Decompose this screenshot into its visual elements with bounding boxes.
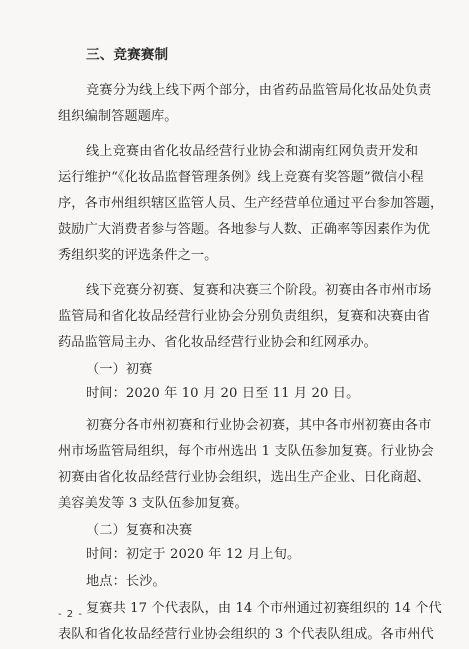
subsection-title: （二）复赛和决赛 — [86, 523, 193, 538]
paragraph-line: 初赛由省化妆品经营行业协会组织，选出生产企业、日化商超、 — [58, 470, 431, 485]
paragraph-line: 美容美发等 3 支队伍参加复赛。 — [58, 496, 248, 511]
paragraph-line: 运行维护“《化妆品监督管理条例》线上竞赛有奖答题”微信小程 — [58, 170, 424, 185]
paragraph-line: 监管局和省化妆品经营行业协会分别负责组织，复赛和决赛由省 — [58, 309, 431, 324]
paragraph-line: 复赛共 17 个代表队，由 14 个市州通过初赛组织的 14 个代 — [86, 601, 442, 616]
subsection-location: 地点：长沙。 — [86, 574, 166, 589]
paragraph-line: 鼓励广大消费者参与答题。各地参与人数、正确率等因素作为优 — [58, 222, 431, 237]
paragraph-line: 线上竞赛由省化妆品经营行业协会和湖南红网负责开发和 — [86, 144, 419, 159]
paragraph-line: 竞赛分为线上线下两个部分，由省药品监管局化妆品处负责 — [86, 83, 432, 98]
subsection-time: 时间：2020 年 10 月 20 日至 11 月 20 日。 — [86, 386, 360, 401]
paragraph-line: 组织编制答题题库。 — [58, 109, 178, 124]
paragraph-line: 序，各市州组织辖区监管人员、生产经营单位通过平台参加答题， — [58, 196, 444, 211]
paragraph-line: 初赛分各市州初赛和行业协会初赛，其中各市州初赛由各市 — [86, 418, 432, 433]
subsection-time: 时间：初定于 2020 年 12 月上旬。 — [86, 547, 301, 562]
paragraph-line: 表队和省化妆品经营行业协会组织的 3 个代表队组成。各市州代 — [58, 627, 434, 642]
paragraph-line: 州市场监管局组织，每个市州选出 1 支队伍参加复赛。行业协会 — [58, 444, 434, 459]
paragraph-line: 线下竞赛分初赛、复赛和决赛三个阶段。初赛由各市州市场 — [86, 283, 432, 298]
section-title: 三、竞赛赛制 — [86, 47, 169, 63]
paragraph-line: 秀组织奖的评选条件之一。 — [58, 248, 218, 263]
page-number: - 2 - — [58, 609, 83, 620]
subsection-title: （一）初赛 — [86, 362, 153, 377]
paragraph-line: 药品监管局主办、省化妆品经营行业协会和红网承办。 — [58, 335, 377, 350]
